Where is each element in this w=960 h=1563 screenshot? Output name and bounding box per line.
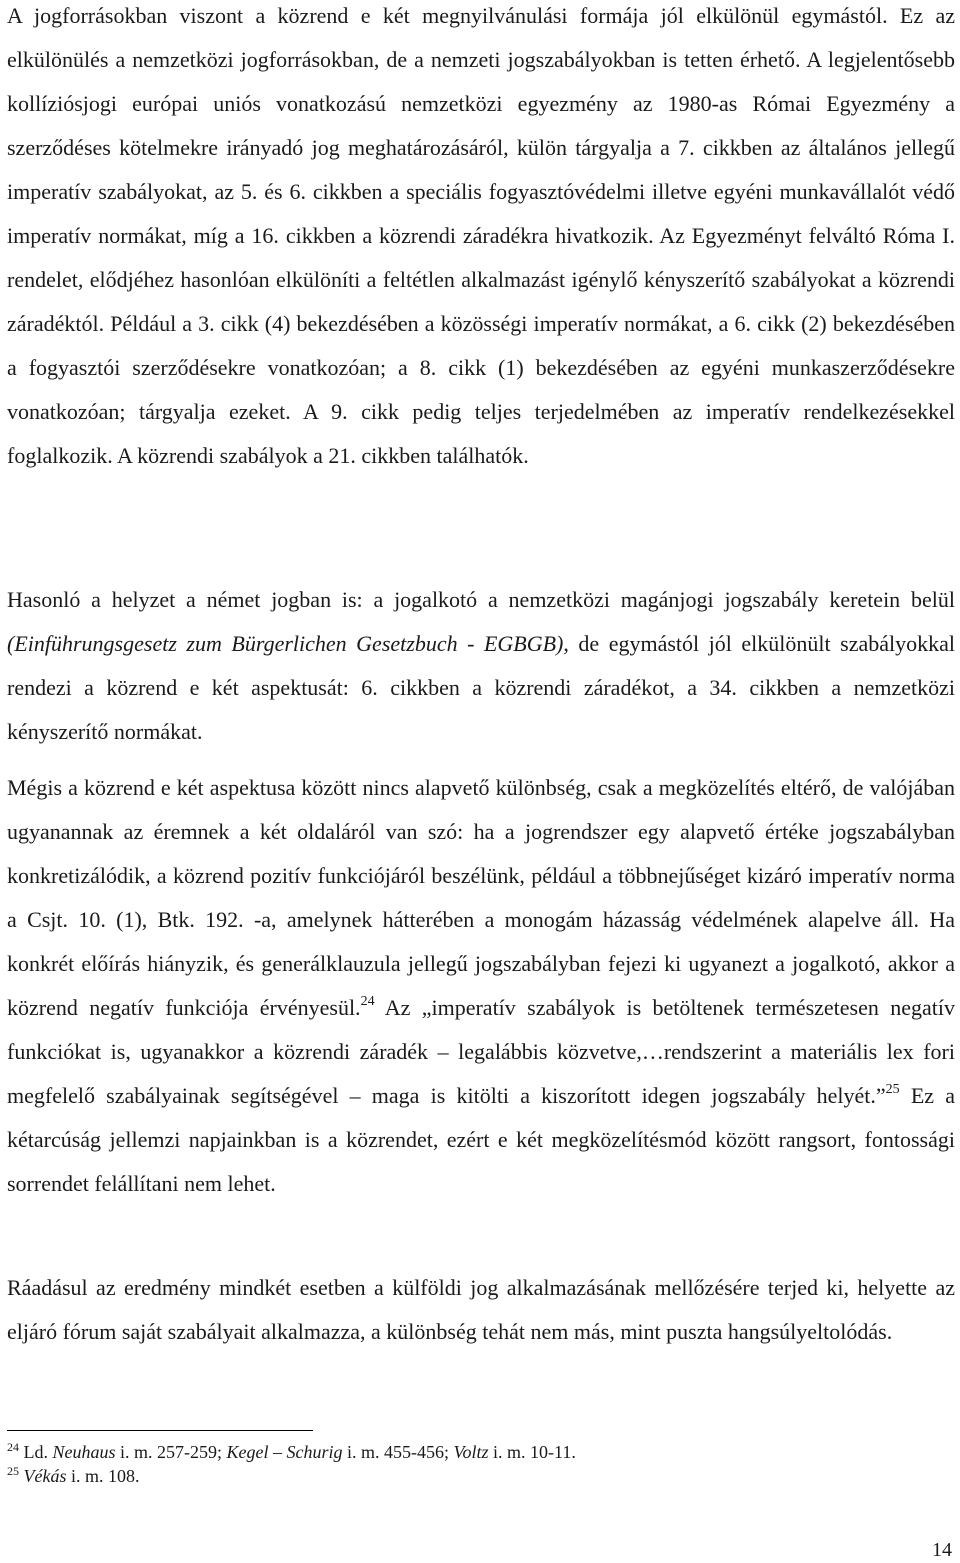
paragraph-2-text-end: , de egymástól jól elkülönült szabályokkal rendezi a közrend e két aspektusát: 6. cikkben a közrendi záradékot, a 34. cikkben a nemzetközi kényszerítő normákat. — [7, 631, 955, 744]
paragraph-3 — [7, 766, 955, 1206]
footnote-text: i. m. 10-11. — [488, 1442, 576, 1462]
paragraph-4: Ráadásul az eredmény mindkét esetben a külföldi jog alkalmazásának mellőzésére terjed ki, helyette az eljáró fórum saját szabályait alkalmazza, a különbség tehát nem más, mint puszta hangsúlyeltolódás. — [7, 1275, 955, 1344]
footnote-author: Voltz — [453, 1442, 489, 1462]
footnote-author: Neuhaus — [52, 1442, 116, 1462]
footnotes — [7, 1440, 947, 1488]
paragraph-3-text-b: Az „imperatív szabályok is betöltenek természetesen negatív funkciókat is, ugyanakkor a közrendi záradék – legalábbis közvetve,…rendszerint a materiális lex fori megfelelő szabályainak segítségével – maga is kitölti a kiszorított idegen jogszabály helyét.” — [7, 995, 955, 1108]
paragraph-1: A jogforrásokban viszont a közrend e két megnyilvánulási formája jól elkülönül egymástól. Ez az elkülönülés a nemzetközi jogforrásokban, de a nemzeti jogszabályokban is tetten érhető. A legjelentősebb kollíziósjogi európai uniós vonatkozású nemzetközi egyezmény az 1980-as Római Egyezmény a szerződéses kötelmekre irányadó jog meghatározásáról, külön tárgyalja a 7. cikkben az általános jellegű imperatív szabályokat, az 5. és 6. cikkben a speciális fogyasztóvédelmi illetve egyéni munkavállalót védő imperatív normákat, míg a 16. cikkben a közrendi záradékra hivatkozik. Az Egyezményt felváltó Róma I. rendelet, elődjéhez hasonlóan elkülöníti a feltétlen alkalmazást igénylő kényszerítő szabályokat a közrendi záradéktól. Például a 3. cikk (4) bekezdésében a közösségi imperatív normákat, a 6. cikk (2) bekezdésében a fogyasztói szerződésekre vonatkozóan; a 8. cikk (1) bekezdésében az egyéni munkaszerződésekre vonatkozóan; tárgyalja ezeket. A 9. cikk pedig teljes terjedelmében az imperatív rendelkezésekkel foglalkozik. A közrendi szabályok a 21. cikkben találhatók. — [7, 3, 955, 468]
paragraph-2 — [7, 578, 955, 754]
footnote-author: Vékás — [23, 1466, 67, 1486]
footnote-25 — [7, 1464, 947, 1488]
page-number: 14 — [932, 1539, 952, 1561]
footnote-text: i. m. 108. — [66, 1466, 140, 1486]
footnote-text: i. m. 257-259; — [115, 1442, 227, 1462]
footnote-24 — [7, 1440, 947, 1464]
footnote-ref-24[interactable]: 24 — [360, 994, 375, 1009]
footnote-text: Ld. — [19, 1442, 53, 1462]
paragraph-3-text-c: Ez a kétarcúság jellemzi napjainkban is a közrendet, ezért e két megközelítésmód között rangsort, fontossági sorrendet felállítani nem lehet. — [7, 1083, 956, 1196]
footnote-number: 24 — [7, 1440, 19, 1454]
footnote-number: 25 — [7, 1464, 19, 1478]
footnote-separator — [7, 1430, 313, 1431]
paragraph-2-text-start: Hasonló a helyzet a német jogban is: a jogalkotó a nemzetközi magánjogi jogszabály keretein belül — [7, 587, 955, 612]
footnote-author: Kegel – Schurig — [226, 1442, 343, 1462]
paragraph-2-italic-law-title: (Einführungsgesetz zum Bürgerlichen Gesetzbuch - EGBGB) — [7, 631, 564, 656]
footnote-text: i. m. 455-456; — [342, 1442, 454, 1462]
footnote-ref-25[interactable]: 25 — [885, 1082, 900, 1097]
paragraph-3-text-a: Mégis a közrend e két aspektusa között nincs alapvető különbség, csak a megközelítés eltérő, de valójában ugyanannak az éremnek a két oldaláról van szó: ha a jogrendszer egy alapvető értéke jogszabályban konkretizálódik, a közrend pozitív funkciójáról beszélünk, például a többnejűséget kizáró imperatív norma a Csjt. 10. (1), Btk. 192. -a, amelynek hátterében a monogám házasság védelmének alapelve áll. Ha konkrét előírás hiányzik, és generálklauzula jellegű jogszabályban fejezi ki ugyanezt a jogalkotó, akkor a közrend negatív funkciója érvényesül. — [7, 775, 955, 1020]
